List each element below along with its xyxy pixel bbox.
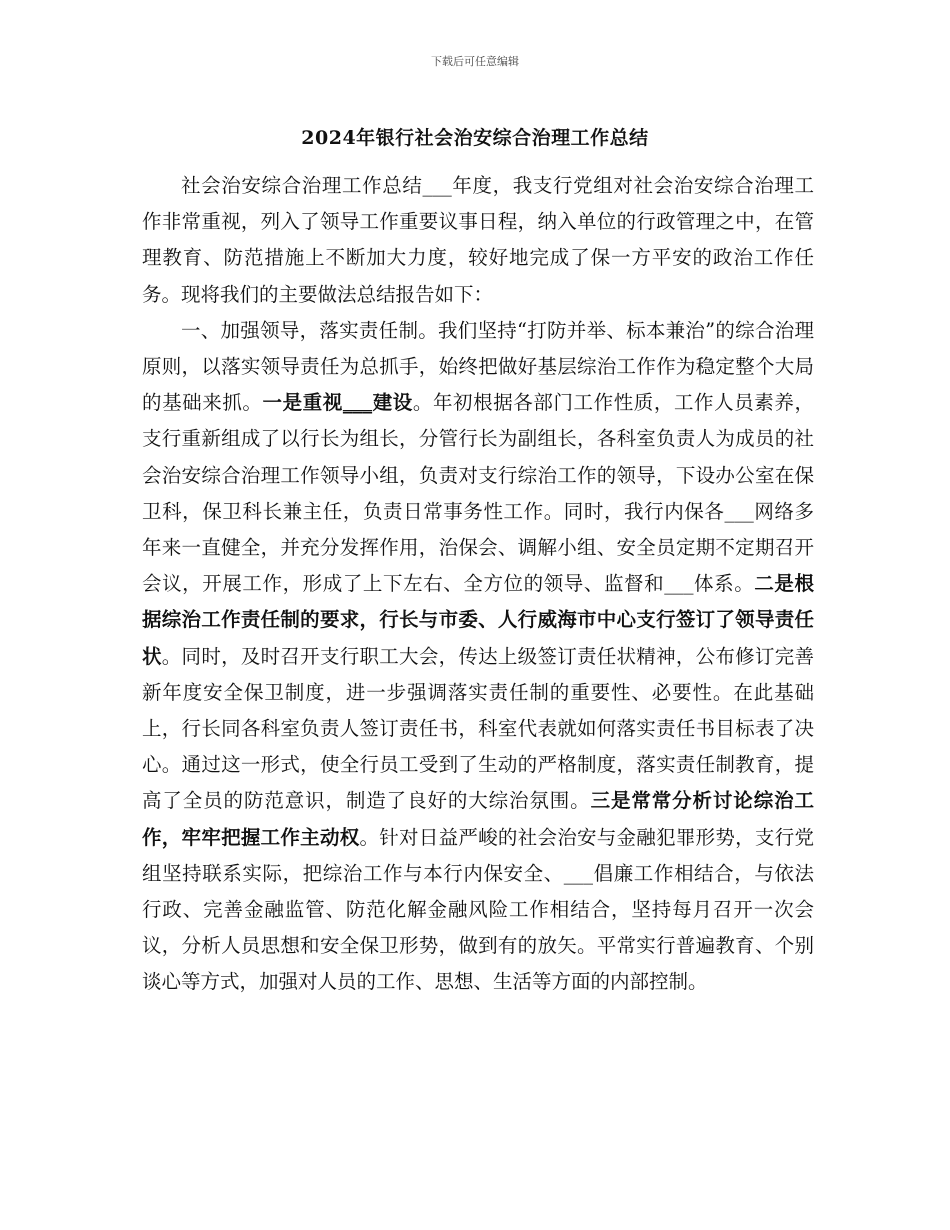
bold-text-run: 二是根据综治工作责任制的要求，行长与市委、人行威海市中心支行签订了领导责任状 [142,572,814,668]
text-run: 一、加强领导，落实责任制。我们坚持“打防并举、标本兼治”的综合治理原则，以落实领导责任为总抓手，始终把做好基层综治工作作为稳定整个大局的基础来抓。 [142,318,814,415]
paragraph-intro [142,168,814,313]
paragraph-section-one [142,313,814,1001]
bold-text-run: 三是常常分析讨论综治工作，牢牢把握工作主动权 [142,789,814,849]
page-header: 下载后可任意编辑 [431,55,519,68]
document-title: 2024年银行社会治安综合治理工作总结 [301,127,649,149]
bold-text-run: 一是重视 [262,391,343,415]
text-run: 。同时，及时召开支行职工大会，传达上级签订责任状精神，公布修订完善新年度安全保卫制度，进一步强调落实责任制的重要性、必要性。在此基础上，行长同各科室负责人签订责任书，科室代表就如何落实责任书目标表了决心。通过这一形式，使全行员工受到了生动的严格制度，落实责任制教育，提高了全员的防范意识，制造了良好的大综治氛围。 [142,644,814,813]
text-run: 社会治安综合治理工作总结___年度，我支行党组对社会治安综合治理工作非常重视，列入了领导工作重要议事日程，纳入单位的行政管理之中，在管理教育、防范措施上不断加大力度，较好地完成了保一方平安的政治工作任务。现将我们的主要做法总结报告如下： [142,174,814,306]
bold-text-run: 建设 [372,391,413,415]
blank-underline: ___ [342,391,373,415]
text-run: 。年初根据各部门工作性质，工作人员素养，支行重新组成了以行长为组长，分管行长为副组长，各科室负责人为成员的社会治安综合治理工作领导小组，负责对支行综治工作的领导，下设办公室在保卫科，保卫科长兼主任，负责日常事务性工作。同时，我行内保各___网络多年来一直健全，并充分发挥作用，治保会、调解小组、安全员定期不定期召开会议，开展工作，形成了上下左右、全方位的领导、监督和___体系。 [142,391,814,596]
document-body [142,168,814,1001]
text-run: 。针对日益严峻的社会治安与金融犯罪形势，支行党组坚持联系实际，把综治工作与本行内保安全、___倡廉工作相结合，与依法行政、完善金融监管、防范化解金融风险工作相结合，坚持每月召开一次会议，分析人员思想和安全保卫形势，做到有的放矢。平常实行普遍教育、个别谈心等方式，加强对人员的工作、思想、生活等方面的内部控制。 [142,825,814,994]
